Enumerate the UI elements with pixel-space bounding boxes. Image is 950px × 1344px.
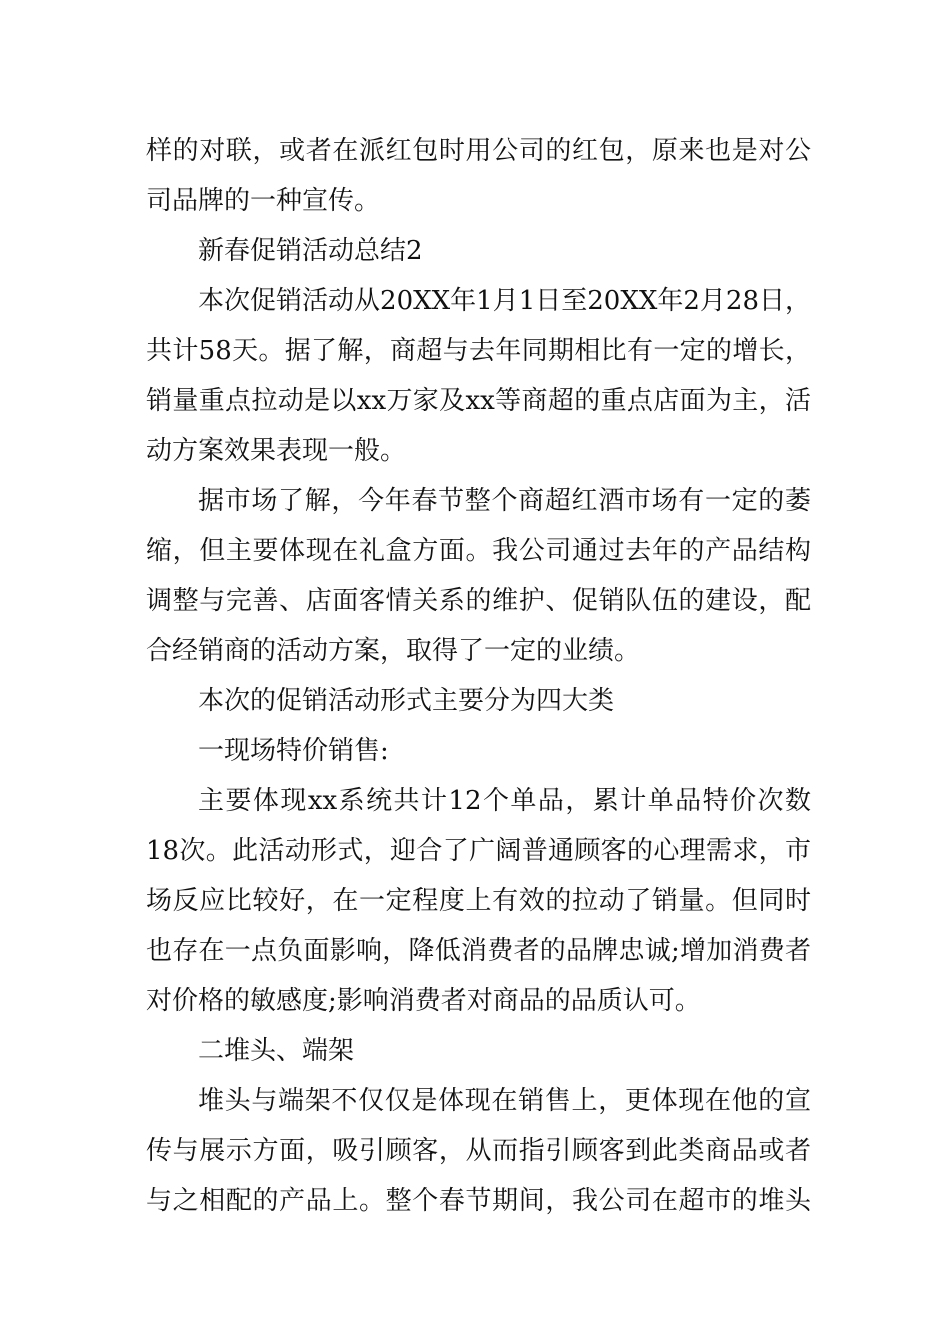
text-line: 本次的促销活动形式主要分为四大类 bbox=[198, 686, 615, 716]
text-line: 共计58天。据了解，商超与去年同期相比有一定的增长， bbox=[146, 336, 811, 366]
text-line: 调整与完善、店面客情关系的维护、促销队伍的建设，配 bbox=[146, 586, 811, 616]
text-line: 司品牌的一种宣传。 bbox=[146, 186, 381, 216]
text-line: 18次。此活动形式，迎合了广阔普通顾客的心理需求，市 bbox=[146, 836, 811, 866]
text-line: 缩，但主要体现在礼盒方面。我公司通过去年的产品结构 bbox=[146, 536, 811, 566]
text-line: 据市场了解，今年春节整个商超红酒市场有一定的萎 bbox=[198, 486, 811, 516]
section-heading: 新春促销活动总结2 bbox=[198, 236, 423, 266]
text-line: 销量重点拉动是以xx万家及xx等商超的重点店面为主，活 bbox=[146, 386, 811, 416]
text-line: 动方案效果表现一般。 bbox=[146, 436, 407, 466]
text-line: 传与展示方面，吸引顾客，从而指引顾客到此类商品或者 bbox=[146, 1136, 811, 1166]
text-line: 对价格的敏感度;影响消费者对商品的品质认可。 bbox=[146, 986, 701, 1016]
text-line: 也存在一点负面影响，降低消费者的品牌忠诚;增加消费者 bbox=[146, 936, 811, 966]
text-line: 与之相配的产品上。整个春节期间，我公司在超市的堆头 bbox=[146, 1186, 811, 1216]
subheading: 二堆头、端架 bbox=[198, 1036, 355, 1066]
subheading: 一现场特价销售: bbox=[198, 736, 389, 766]
text-line: 合经销商的活动方案，取得了一定的业绩。 bbox=[146, 636, 641, 666]
text-line: 堆头与端架不仅仅是体现在销售上，更体现在他的宣 bbox=[198, 1086, 811, 1116]
text-line: 样的对联，或者在派红包时用公司的红包，原来也是对公 bbox=[146, 136, 811, 166]
text-line: 本次促销活动从20XX年1月1日至20XX年2月28日， bbox=[198, 286, 811, 316]
text-line: 场反应比较好，在一定程度上有效的拉动了销量。但同时 bbox=[146, 886, 811, 916]
text-line: 主要体现xx系统共计12个单品，累计单品特价次数 bbox=[198, 786, 811, 816]
